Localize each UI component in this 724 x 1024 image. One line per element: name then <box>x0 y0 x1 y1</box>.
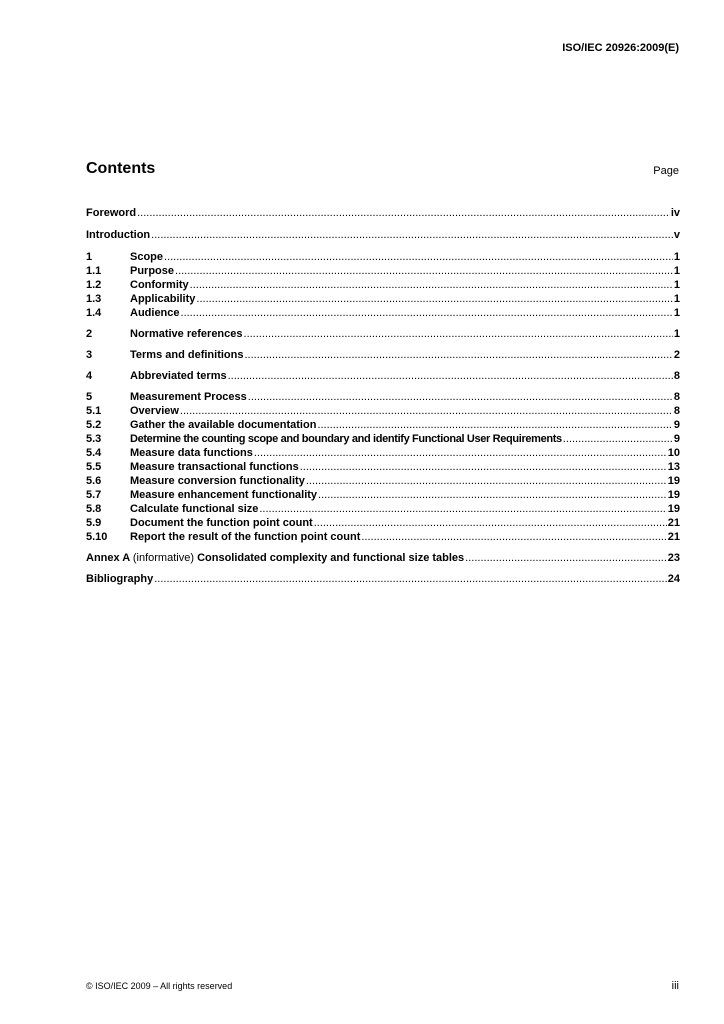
toc-entry-page: 1 <box>673 307 680 319</box>
toc-entry-title: Gather the available documentation <box>130 419 317 431</box>
toc-entry-title: Terms and definitions <box>130 349 244 361</box>
toc-entry-title <box>86 551 464 565</box>
toc-entry-page: 10 <box>667 447 680 459</box>
toc-entry-title: Measurement Process <box>130 391 247 403</box>
toc-entry-page: 1 <box>673 293 680 305</box>
toc-entry-5-4[interactable] <box>86 446 680 460</box>
toc-entry-page: 1 <box>673 265 680 277</box>
toc-entry-page: v <box>673 229 680 241</box>
toc-entry-number: 1.1 <box>86 265 102 277</box>
page-column-label: Page <box>653 165 679 177</box>
toc-entry-title: Abbreviated terms <box>130 370 227 382</box>
toc-entry-title: Foreword <box>86 207 137 219</box>
page-title: Contents <box>86 160 156 177</box>
toc-entry-page: 8 <box>673 405 680 417</box>
toc-entry-1[interactable] <box>86 250 680 264</box>
dot-leader <box>151 228 673 242</box>
toc-entry-number: 5.5 <box>86 461 102 473</box>
dot-leader <box>318 488 667 502</box>
toc-entry-annex-a[interactable] <box>86 551 680 565</box>
toc-entry-foreword[interactable] <box>86 206 680 220</box>
dot-leader <box>175 264 673 278</box>
toc-entry-page: 8 <box>673 391 680 403</box>
toc-entry-title: Bibliography <box>86 573 154 585</box>
dot-leader <box>154 572 667 586</box>
toc-entry-title: Measure enhancement functionality <box>130 489 318 501</box>
toc-entry-number: 1.4 <box>86 307 102 319</box>
dot-leader <box>244 348 672 362</box>
table-of-contents <box>86 206 680 586</box>
toc-entry-5[interactable] <box>86 390 680 404</box>
toc-entry-title: Purpose <box>130 265 175 277</box>
toc-entry-number: 5 <box>86 391 93 403</box>
toc-entry-page: 8 <box>673 370 680 382</box>
toc-entry-title: Measure conversion functionality <box>130 475 305 487</box>
toc-entry-title: Measure transactional functions <box>130 461 299 473</box>
toc-entry-number: 4 <box>86 370 93 382</box>
toc-entry-1-3[interactable] <box>86 292 680 306</box>
toc-entry-number: 5.8 <box>86 503 102 515</box>
toc-entry-page: 9 <box>673 419 680 431</box>
dot-leader <box>228 369 673 383</box>
dot-leader <box>180 404 673 418</box>
toc-entry-title: Normative references <box>130 328 243 340</box>
toc-entry-5-10[interactable] <box>86 530 680 544</box>
dot-leader <box>181 306 673 320</box>
toc-entry-5-9[interactable] <box>86 516 680 530</box>
toc-entry-page: 24 <box>667 573 680 585</box>
toc-entry-title: Conformity <box>130 279 189 291</box>
toc-entry-number: 5.9 <box>86 517 102 529</box>
dot-leader <box>314 516 667 530</box>
toc-entry-title: Audience <box>130 307 180 319</box>
dot-leader <box>361 530 666 544</box>
toc-entry-title: Overview <box>130 405 179 417</box>
dot-leader <box>248 390 673 404</box>
toc-entry-title: Calculate functional size <box>130 503 259 515</box>
copyright-notice: © ISO/IEC 2009 – All rights reserved <box>86 981 233 991</box>
toc-entry-number: 5.6 <box>86 475 102 487</box>
document-reference: ISO/IEC 20926:2009(E) <box>562 42 679 54</box>
toc-entry-title: Introduction <box>86 229 151 241</box>
toc-entry-number: 1 <box>86 251 93 263</box>
toc-entry-title: Document the function point count <box>130 517 313 529</box>
toc-entry-number: 3 <box>86 349 93 361</box>
dot-leader <box>196 292 672 306</box>
page-number: iii <box>671 980 679 992</box>
dot-leader <box>137 206 670 220</box>
dot-leader <box>190 278 673 292</box>
toc-entry-title: Scope <box>130 251 164 263</box>
dot-leader <box>306 474 667 488</box>
toc-entry-page: iv <box>670 207 680 219</box>
toc-entry-page: 13 <box>667 461 680 473</box>
toc-entry-page: 21 <box>667 517 680 529</box>
toc-entry-1-2[interactable] <box>86 278 680 292</box>
toc-entry-1-4[interactable] <box>86 306 680 320</box>
toc-entry-5-7[interactable] <box>86 488 680 502</box>
toc-entry-page: 9 <box>673 433 680 445</box>
dot-leader <box>164 250 673 264</box>
toc-entry-5-8[interactable] <box>86 502 680 516</box>
toc-entry-number: 5.1 <box>86 405 102 417</box>
dot-leader <box>563 432 673 446</box>
dot-leader <box>244 327 673 341</box>
toc-entry-5-2[interactable] <box>86 418 680 432</box>
toc-entry-5-5[interactable] <box>86 460 680 474</box>
toc-entry-5-1[interactable] <box>86 404 680 418</box>
toc-entry-page: 19 <box>667 475 680 487</box>
toc-entry-number: 5.7 <box>86 489 102 501</box>
toc-entry-number: 5.10 <box>86 531 108 543</box>
dot-leader <box>465 551 667 565</box>
toc-entry-number: 1.2 <box>86 279 102 291</box>
toc-entry-title: Applicability <box>130 293 196 305</box>
toc-entry-page: 19 <box>667 503 680 515</box>
toc-entry-5-3[interactable] <box>86 432 680 446</box>
annex-title: Consolidated complexity and functional size tables <box>197 552 465 564</box>
toc-entry-page: 23 <box>667 552 680 564</box>
toc-entry-bibliography[interactable] <box>86 572 680 586</box>
toc-entry-2[interactable] <box>86 327 680 341</box>
dot-leader <box>300 460 667 474</box>
toc-entry-page: 19 <box>667 489 680 501</box>
toc-entry-number: 2 <box>86 328 93 340</box>
dot-leader <box>254 446 667 460</box>
dot-leader <box>259 502 666 516</box>
toc-entry-5-6[interactable] <box>86 474 680 488</box>
toc-entry-number: 5.4 <box>86 447 102 459</box>
toc-entry-number: 5.2 <box>86 419 102 431</box>
toc-entry-page: 1 <box>673 279 680 291</box>
dot-leader <box>317 418 672 432</box>
toc-entry-3[interactable] <box>86 348 680 362</box>
toc-entry-title: Report the result of the function point count <box>130 531 361 543</box>
toc-entry-title: Determine the counting scope and boundary and identify Functional User Requirements <box>130 433 562 445</box>
toc-entry-number: 1.3 <box>86 293 102 305</box>
toc-entry-page: 2 <box>673 349 680 361</box>
toc-entry-4[interactable] <box>86 369 680 383</box>
toc-entry-page: 21 <box>667 531 680 543</box>
toc-entry-page: 1 <box>673 251 680 263</box>
toc-entry-title: Measure data functions <box>130 447 253 459</box>
toc-entry-1-1[interactable] <box>86 264 680 278</box>
toc-entry-page: 1 <box>673 328 680 340</box>
annex-type: (informative) <box>132 552 194 564</box>
toc-entry-introduction[interactable] <box>86 228 680 242</box>
toc-entry-number: 5.3 <box>86 433 102 445</box>
annex-label: Annex A <box>86 552 130 564</box>
